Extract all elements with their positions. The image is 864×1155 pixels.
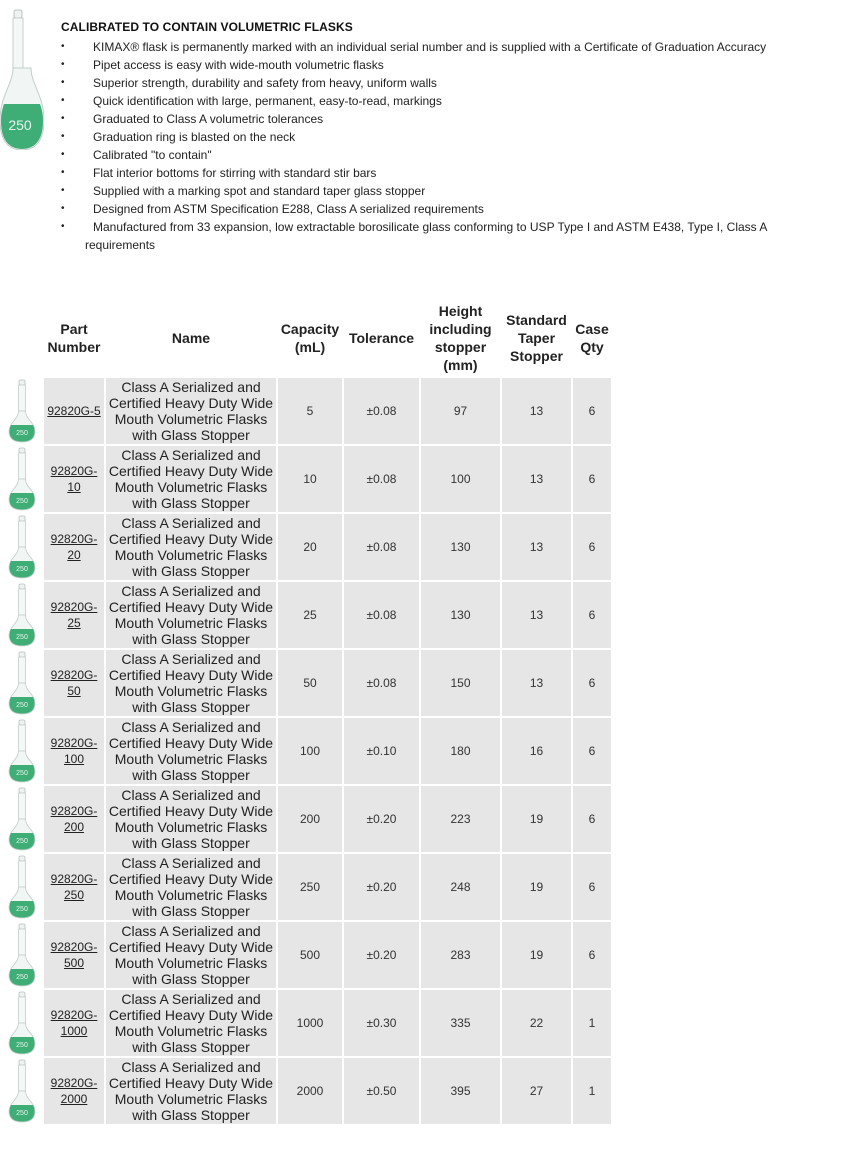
capacity-cell: 500 <box>278 922 342 988</box>
table-row <box>2 1058 611 1124</box>
capacity-cell: 20 <box>278 514 342 580</box>
feature-item: • Graduation ring is blasted on the neck <box>61 130 296 144</box>
height-cell: 150 <box>421 650 500 716</box>
part-number-link[interactable]: 92820G- 2000 <box>50 1076 98 1106</box>
feature-item: • Supplied with a marking spot and standard taper glass stopper <box>61 184 426 198</box>
volumetric-flask-icon <box>0 8 44 150</box>
svg-text:250: 250 <box>16 634 28 641</box>
part-number-link[interactable]: 92820G- 100 <box>50 736 98 766</box>
volumetric-flask-icon <box>7 991 37 1055</box>
capacity-cell: 2000 <box>278 1058 342 1124</box>
case-qty-cell: 6 <box>573 582 611 648</box>
table-row <box>2 718 611 784</box>
part-number-link[interactable]: 92820G- 25 <box>50 600 98 630</box>
row-image <box>2 1058 42 1124</box>
case-qty-cell: 6 <box>573 922 611 988</box>
tolerance-cell: ±0.20 <box>344 786 419 852</box>
table-row <box>2 582 611 648</box>
table-row <box>2 854 611 920</box>
bullet-icon: • <box>61 77 65 88</box>
height-cell: 97 <box>421 378 500 444</box>
table-row <box>2 446 611 512</box>
case-qty-cell: 6 <box>573 718 611 784</box>
capacity-header: Capacity (mL) <box>280 321 340 355</box>
bullet-icon: • <box>61 131 65 142</box>
volumetric-flask-icon <box>7 651 37 715</box>
bullet-icon: • <box>61 113 65 124</box>
tolerance-cell: ±0.30 <box>344 990 419 1056</box>
capacity-cell: 250 <box>278 854 342 920</box>
row-image <box>2 378 42 444</box>
table-row <box>2 922 611 988</box>
svg-text:250: 250 <box>16 498 28 505</box>
part-number-link[interactable]: 92820G- 1000 <box>50 1008 98 1038</box>
capacity-cell: 200 <box>278 786 342 852</box>
case-qty-cell: 6 <box>573 378 611 444</box>
part-number-cell <box>44 786 104 852</box>
height-cell: 100 <box>421 446 500 512</box>
feature-item: • Pipet access is easy with wide-mouth volumetric flasks <box>61 58 384 72</box>
tolerance-cell: ±0.08 <box>344 378 419 444</box>
part-number-cell <box>44 1058 104 1124</box>
row-image <box>2 514 42 580</box>
row-image <box>2 922 42 988</box>
name-cell: Class A Serialized and Certified Heavy Duty Wide Mouth Volumetric Flasks with Glass Stopper <box>106 582 276 648</box>
volumetric-flask-icon <box>7 719 37 783</box>
capacity-cell: 50 <box>278 650 342 716</box>
height-cell: 130 <box>421 582 500 648</box>
capacity-cell: 10 <box>278 446 342 512</box>
row-image <box>2 718 42 784</box>
row-image <box>2 990 42 1056</box>
bullet-icon: • <box>61 167 65 178</box>
feature-item: • Graduated to Class A volumetric tolerances <box>61 112 324 126</box>
tolerance-cell: ±0.08 <box>344 650 419 716</box>
case-qty-cell: 6 <box>573 514 611 580</box>
row-image <box>2 582 42 648</box>
stopper-cell: 16 <box>502 718 571 784</box>
name-cell: Class A Serialized and Certified Heavy Duty Wide Mouth Volumetric Flasks with Glass Stopper <box>106 378 276 444</box>
table-row <box>2 650 611 716</box>
table-row <box>2 378 611 444</box>
height-cell: 395 <box>421 1058 500 1124</box>
case-qty-cell: 6 <box>573 786 611 852</box>
stopper-cell: 27 <box>502 1058 571 1124</box>
svg-text:250: 250 <box>16 906 28 913</box>
case-qty-cell: 1 <box>573 990 611 1056</box>
part-number-link[interactable]: 92820G- 250 <box>50 872 98 902</box>
volumetric-flask-icon <box>7 379 37 443</box>
part-number-cell <box>44 514 104 580</box>
part-number-link[interactable]: 92820G- 50 <box>50 668 98 698</box>
feature-item: • Calibrated "to contain" <box>61 148 212 162</box>
stopper-cell: 19 <box>502 786 571 852</box>
case-qty-cell: 1 <box>573 1058 611 1124</box>
volumetric-flask-icon <box>7 447 37 511</box>
volumetric-flask-icon <box>7 923 37 987</box>
volumetric-flask-icon <box>7 515 37 579</box>
stopper-cell: 19 <box>502 922 571 988</box>
table-row <box>2 786 611 852</box>
feature-item: • Superior strength, durability and safety from heavy, uniform walls <box>61 76 437 90</box>
height-cell: 223 <box>421 786 500 852</box>
svg-text:250: 250 <box>16 566 28 573</box>
bullet-icon: • <box>61 221 65 232</box>
row-image <box>2 786 42 852</box>
bullet-icon: • <box>61 95 65 106</box>
table-header-row <box>2 302 611 376</box>
part-number-cell <box>44 854 104 920</box>
case-qty-cell: 6 <box>573 650 611 716</box>
tolerance-cell: ±0.50 <box>344 1058 419 1124</box>
bullet-icon: • <box>61 203 65 214</box>
tolerance-cell: ±0.20 <box>344 854 419 920</box>
product-table <box>0 300 613 1126</box>
tolerance-cell: ±0.08 <box>344 514 419 580</box>
bullet-icon: • <box>61 149 65 160</box>
name-cell: Class A Serialized and Certified Heavy Duty Wide Mouth Volumetric Flasks with Glass Stopper <box>106 446 276 512</box>
part-number-cell <box>44 922 104 988</box>
stopper-cell: 22 <box>502 990 571 1056</box>
svg-text:250: 250 <box>8 117 32 133</box>
stopper-cell: 19 <box>502 854 571 920</box>
case-qty-header: Case Qty <box>575 321 609 355</box>
part-number-cell <box>44 650 104 716</box>
volumetric-flask-icon <box>7 583 37 647</box>
table-body <box>2 378 611 1124</box>
capacity-cell: 5 <box>278 378 342 444</box>
name-cell: Class A Serialized and Certified Heavy Duty Wide Mouth Volumetric Flasks with Glass Stopper <box>106 514 276 580</box>
svg-text:250: 250 <box>16 702 28 709</box>
feature-list <box>61 38 801 254</box>
height-cell: 248 <box>421 854 500 920</box>
image-column-header <box>2 302 42 376</box>
capacity-cell: 1000 <box>278 990 342 1056</box>
part-number-cell <box>44 990 104 1056</box>
svg-text:250: 250 <box>16 974 28 981</box>
name-header: Name <box>171 330 211 346</box>
bullet-icon: • <box>61 185 65 196</box>
name-cell: Class A Serialized and Certified Heavy Duty Wide Mouth Volumetric Flasks with Glass Stopper <box>106 990 276 1056</box>
volumetric-flask-icon <box>7 855 37 919</box>
part-number-cell <box>44 582 104 648</box>
name-cell: Class A Serialized and Certified Heavy Duty Wide Mouth Volumetric Flasks with Glass Stopper <box>106 650 276 716</box>
volumetric-flask-icon <box>7 787 37 851</box>
svg-text:250: 250 <box>16 838 28 845</box>
svg-text:250: 250 <box>16 770 28 777</box>
feature-item: • Designed from ASTM Specification E288, Class A serialized requirements <box>61 202 484 216</box>
tolerance-cell: ±0.10 <box>344 718 419 784</box>
part-number-link[interactable]: 92820G- 10 <box>50 464 98 494</box>
stopper-cell: 13 <box>502 582 571 648</box>
case-qty-cell: 6 <box>573 854 611 920</box>
feature-item: • Manufactured from 33 expansion, low extractable borosilicate glass conforming to USP Type I and ASTM E438, Type I, Class A requirements <box>61 220 768 252</box>
section-title: CALIBRATED TO CONTAIN VOLUMETRIC FLASKS <box>61 20 353 34</box>
height-cell: 130 <box>421 514 500 580</box>
name-cell: Class A Serialized and Certified Heavy Duty Wide Mouth Volumetric Flasks with Glass Stopper <box>106 1058 276 1124</box>
svg-text:250: 250 <box>16 430 28 437</box>
name-cell: Class A Serialized and Certified Heavy Duty Wide Mouth Volumetric Flasks with Glass Stopper <box>106 786 276 852</box>
bullet-icon: • <box>61 59 65 70</box>
product-table-wrapper <box>0 300 613 1126</box>
part-number-cell <box>44 718 104 784</box>
tolerance-cell: ±0.20 <box>344 922 419 988</box>
part-number-cell <box>44 378 104 444</box>
name-cell: Class A Serialized and Certified Heavy Duty Wide Mouth Volumetric Flasks with Glass Stopper <box>106 718 276 784</box>
name-cell: Class A Serialized and Certified Heavy Duty Wide Mouth Volumetric Flasks with Glass Stopper <box>106 854 276 920</box>
name-cell: Class A Serialized and Certified Heavy Duty Wide Mouth Volumetric Flasks with Glass Stopper <box>106 922 276 988</box>
stopper-cell: 13 <box>502 514 571 580</box>
part-number-header: Part Number <box>47 321 101 355</box>
height-cell: 180 <box>421 718 500 784</box>
height-cell: 335 <box>421 990 500 1056</box>
part-number-link[interactable]: 92820G- 500 <box>50 940 98 970</box>
tolerance-header: Tolerance <box>348 330 415 346</box>
part-number-link[interactable]: 92820G-5 <box>47 404 101 418</box>
bullet-icon: • <box>61 41 65 52</box>
svg-text:250: 250 <box>16 1042 28 1049</box>
feature-item: • Quick identification with large, permanent, easy-to-read, markings <box>61 94 442 108</box>
part-number-link[interactable]: 92820G- 20 <box>50 532 98 562</box>
stopper-cell: 13 <box>502 650 571 716</box>
height-header: Height including stopper (mm) <box>429 303 492 373</box>
table-row <box>2 514 611 580</box>
stopper-header: Standard Taper Stopper <box>506 312 567 364</box>
case-qty-cell: 6 <box>573 446 611 512</box>
feature-item: • KIMAX® flask is permanently marked with an individual serial number and is supplied with a Certificate of Graduation Accuracy <box>61 40 767 54</box>
stopper-cell: 13 <box>502 446 571 512</box>
row-image <box>2 650 42 716</box>
row-image <box>2 446 42 512</box>
feature-item: • Flat interior bottoms for stirring with standard stir bars <box>61 166 377 180</box>
capacity-cell: 25 <box>278 582 342 648</box>
volumetric-flask-icon <box>7 1059 37 1123</box>
height-cell: 283 <box>421 922 500 988</box>
svg-text:250: 250 <box>16 1110 28 1117</box>
tolerance-cell: ±0.08 <box>344 582 419 648</box>
part-number-link[interactable]: 92820G- 200 <box>50 804 98 834</box>
row-image <box>2 854 42 920</box>
tolerance-cell: ±0.08 <box>344 446 419 512</box>
table-row <box>2 990 611 1056</box>
part-number-cell <box>44 446 104 512</box>
capacity-cell: 100 <box>278 718 342 784</box>
stopper-cell: 13 <box>502 378 571 444</box>
